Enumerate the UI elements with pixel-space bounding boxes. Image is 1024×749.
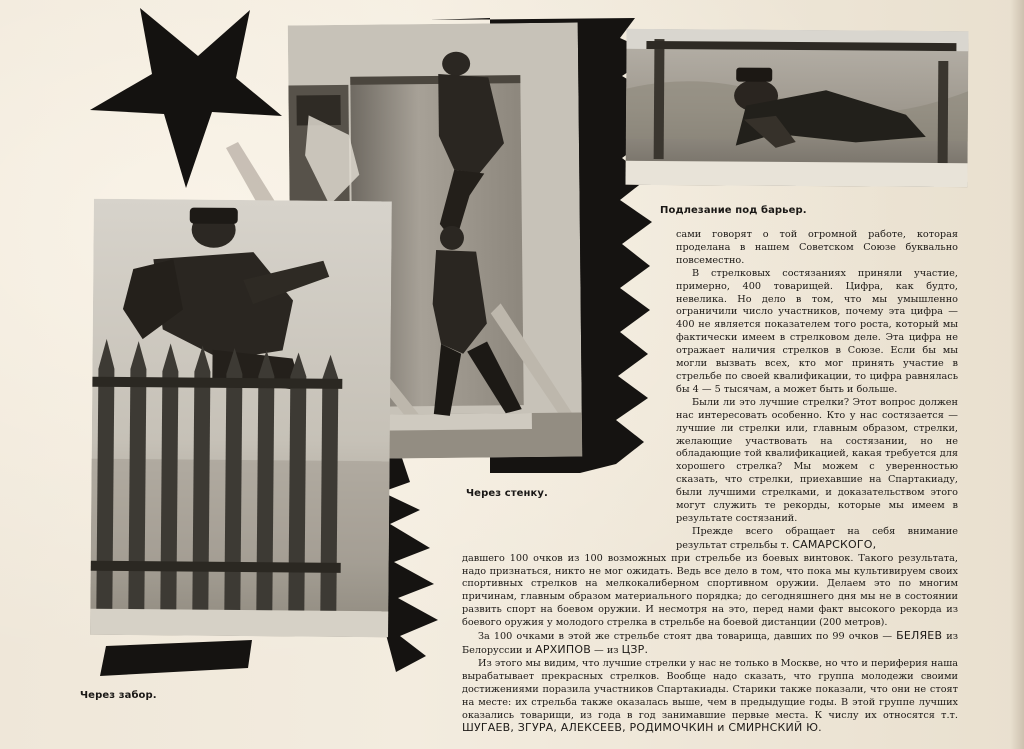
paragraph: В стрелковых состязаниях приняли участие, примерно, 400 товарищей. Цифра, как будто, невелика. Но дело в том, что мы умышленно ограничили число участников, почему эта цифра — 400 не является показателем того роста, который мы фактически имеем в стрелковом деле. Эта цифра не отражает наличия стрелков в Союзе. Если бы мы могли вызвать всех, кто мог принять участие в стрельбе по своей квалификации, то цифра равнялась бы 4 — 5 тысячам, а может быть и больше. (676, 267, 958, 395)
paragraph: Были ли это лучшие стрелки? Этот вопрос должен нас интересовать особенно. Кто у нас состязается — лучшие ли стрелки или, главным образом, стрелки, желающие участвовать на состязании, но не обладающие той квалификацией, какая требуется для хорошего стрелка? Мы можем с уверенностью сказать, что стрелки, приехавшие на Спартакиаду, были лучшими стрелками, и доказательством этого могут служить те рекорды, которые мы имеем в результате состязаний. (676, 396, 958, 524)
caption-barrier: Подлезание под барьер. (660, 205, 807, 216)
paragraph (462, 658, 958, 736)
paragraph: давшего 100 очков из 100 возможных при стрельбе из боевых винтовок. Такого результата, надо признаться, никто не мог ожидать. Ведь все дело в том, что пока мы культивируем своих спортивных стрелков на мелкокалиберном спортивном оружии. Делаем это по многим причинам, главным образом материального порядка; до сегодняшнего дня мы не в состоянии развить спорт на боевом оружии. И несмотря на это, перед нами факт высокого рекорда из боевого оружия у молодого стрелка в стрельбе на боевой дистанции (200 метров). (462, 552, 958, 629)
black-bar-decoration (96, 640, 266, 680)
paragraph: сами говорят о той огромной работе, которая проделана в нашем Советском Союзе буквально повсеместно. (676, 229, 958, 266)
org-czr: ЦЗР. (621, 643, 649, 656)
paragraph-text: Из этого мы видим, что лучшие стрелки у нас не только в Москве, но что и периферия наша вырабатывает прекрасных стрелков. Вообще надо сказать, что группа молодежи своими достижениями поразила участников Спартакиады. Старики также показали, что они не стоят на месте: их стрельба также оказалась выше, чем в предыдущие годы. В этой группе лучших оказались товарищи, из года в год занимавшие первые места. К числу их относятся т.т. (462, 657, 958, 721)
names-list: ШУГАЕВ, ЗГУРА, АЛЕКСЕЕВ, РОДИМОЧКИН и СМИРНСКИЙ Ю. (462, 721, 822, 735)
article-body (462, 229, 958, 736)
caption-wall: Через стенку. (466, 488, 548, 499)
caption-fence: Через забор. (80, 690, 157, 701)
paragraph-text: из Белоруссии и (462, 631, 958, 656)
name-samarsky: САМАРСКОГО, (792, 537, 877, 551)
name-arkhipov: АРХИПОВ (535, 643, 591, 656)
photo-over-fence (90, 199, 392, 638)
paragraph-text: Прежде всего обращает на себя внимание результат стрельбы т. (676, 525, 958, 551)
paragraph (676, 526, 958, 553)
photo-crawl-under-barrier (625, 29, 968, 187)
name-belyaev: БЕЛЯЕВ (896, 629, 943, 643)
paragraph (462, 630, 958, 658)
paragraph-text: — из (594, 645, 619, 656)
paragraph-text: За 100 очками в этой же стрельбе стоят два товарища, давших по 99 очков — (478, 631, 893, 643)
